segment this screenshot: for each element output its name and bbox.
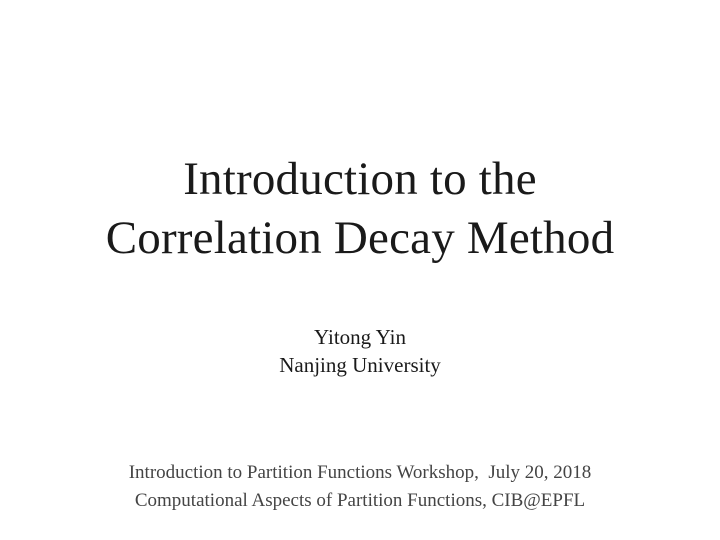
author-affiliation: Nanjing University bbox=[279, 353, 441, 377]
slide-title bbox=[0, 150, 720, 268]
event-line-1: Introduction to Partition Functions Workshop, July 20, 2018 bbox=[128, 462, 592, 483]
author-block bbox=[0, 323, 720, 379]
author-name: Yitong Yin bbox=[314, 325, 406, 349]
slide-title-line-1: Introduction to the bbox=[183, 153, 537, 205]
event-line-2: Computational Aspects of Partition Functions, CIB@EPFL bbox=[134, 490, 586, 511]
event-info bbox=[0, 459, 720, 515]
slide-title-line-2: Correlation Decay Method bbox=[105, 212, 615, 264]
